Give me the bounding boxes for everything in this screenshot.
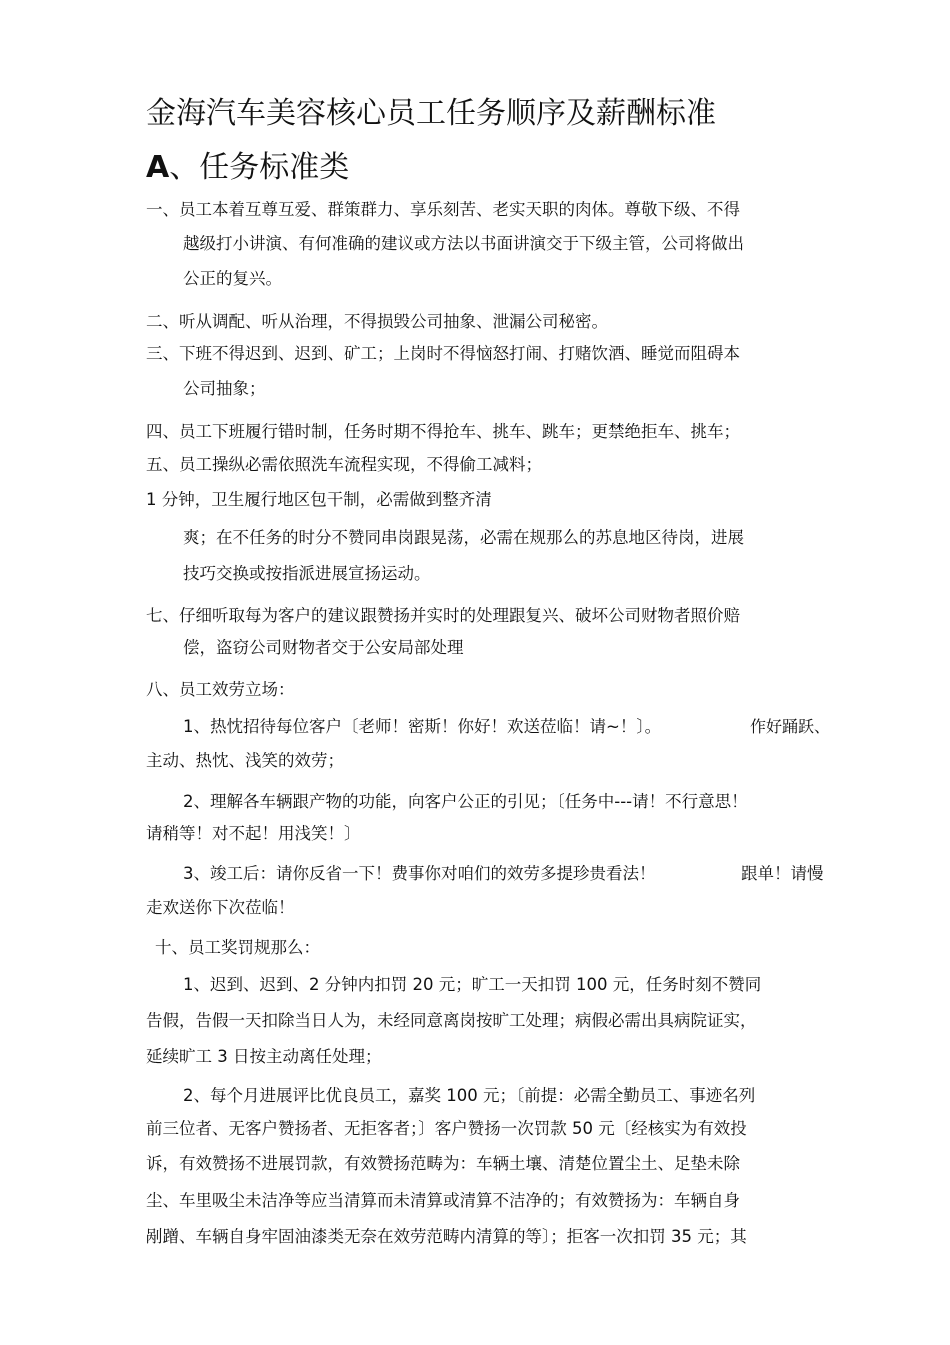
- penalty-1-line-3: 延续旷工 3 日按主动离任处理；: [146, 1047, 382, 1066]
- rule-2-line-1: 二、听从调配、听从治理，不得损毁公司抽象、泄漏公司秘密。: [146, 312, 608, 331]
- section-a-text: 、任务标准类: [169, 150, 350, 185]
- rule-6-line-3: 技巧交换或按指派进展宣扬运动。: [183, 564, 431, 583]
- penalty-2-line-4: 尘、车里吸尘未洁净等应当清算而未清算或清算不洁净的；有效赞扬为：车辆自身: [146, 1191, 740, 1210]
- service-1-line-1b: 作好踊跃、: [750, 717, 831, 736]
- rule-7-line-2: 偿，盗窃公司财物者交于公安局部处理: [183, 638, 464, 657]
- service-2-line-2: 请稍等！对不起！用浅笑！〕: [146, 824, 361, 843]
- rule-1-line-1: 一、员工本着互尊互爱、群策群力、享乐刻苦、老实天职的肉体。尊敬下级、不得: [146, 200, 740, 219]
- rule-1-line-3: 公正的复兴。: [183, 269, 282, 288]
- service-1-line-2: 主动、热忱、浅笑的效劳；: [146, 751, 344, 770]
- rule-6-line-2: 爽；在不任务的时分不赞同串岗跟晃荡，必需在规那么的苏息地区待岗，进展: [183, 528, 744, 547]
- service-1-line-1a: 1、热忱招待每位客户〔老师！密斯！你好！欢送莅临！请~！〕。: [183, 717, 662, 736]
- penalty-1-line-1: 1、迟到、迟到、2 分钟内扣罚 20 元；旷工一天扣罚 100 元，任务时刻不赞同: [183, 975, 762, 994]
- service-3-line-1a: 3、竣工后：请你反省一下！费事你对咱们的效劳多提珍贵看法！: [183, 864, 656, 883]
- service-2-line-1: 2、理解各车辆跟产物的功能，向客户公正的引见；〔任务中---请！不行意思！: [183, 792, 748, 811]
- section-a-letter: A: [146, 150, 170, 185]
- penalty-1-line-2: 告假，告假一天扣除当日人为，未经同意离岗按旷工处理；病假必需出具病院证实，: [146, 1011, 757, 1030]
- penalty-2-line-2: 前三位者、无客户赞扬者、无拒客者；〕客户赞扬一次罚款 50 元〔经核实为有效投: [146, 1119, 747, 1138]
- penalty-2-line-5: 剐蹭、车辆自身牢固油漆类无奈在效劳范畴内清算的等〕；拒客一次扣罚 35 元；其: [146, 1227, 747, 1246]
- rule-8-heading: 八、员工效劳立场：: [146, 680, 295, 699]
- rule-4-line-1: 四、员工下班履行错时制，任务时期不得抢车、挑车、跳车；更禁绝拒车、挑车；: [146, 422, 740, 441]
- rule-1-line-2: 越级打小讲演、有何准确的建议或方法以书面讲演交于下级主管，公司将做出: [183, 234, 744, 253]
- penalty-2-line-1: 2、每个月进展评比优良员工，嘉奖 100 元；〔前提：必需全勤员工、事迹名列: [183, 1086, 756, 1105]
- rule-7-line-1: 七、仔细听取每为客户的建议跟赞扬并实时的处理跟复兴、破坏公司财物者照价赔: [146, 606, 740, 625]
- penalty-2-line-3: 诉，有效赞扬不进展罚款，有效赞扬范畴为：车辆土壤、清楚位置尘土、足垫未除: [146, 1154, 740, 1173]
- service-3-line-2: 走欢送你下次莅临！: [146, 898, 295, 917]
- section-a-heading: [146, 146, 349, 190]
- rule-5-line-1: 五、员工操纵必需依照洗车流程实现，不得偷工减料；: [146, 455, 542, 474]
- rule-3-line-2: 公司抽象；: [183, 379, 266, 398]
- service-3-line-1b: 跟单！请慢: [741, 864, 824, 883]
- rule-3-line-1: 三、下班不得迟到、迟到、矿工；上岗时不得恼怒打闹、打赌饮酒、睡觉而阻碍本: [146, 344, 740, 363]
- document-title: 金海汽车美容核心员工任务顺序及薪酬标准: [146, 96, 716, 131]
- rule-6-line-1: 1 分钟，卫生履行地区包干制，必需做到整齐清: [146, 490, 492, 509]
- rule-10-heading: 十、员工奖罚规那么：: [155, 938, 320, 957]
